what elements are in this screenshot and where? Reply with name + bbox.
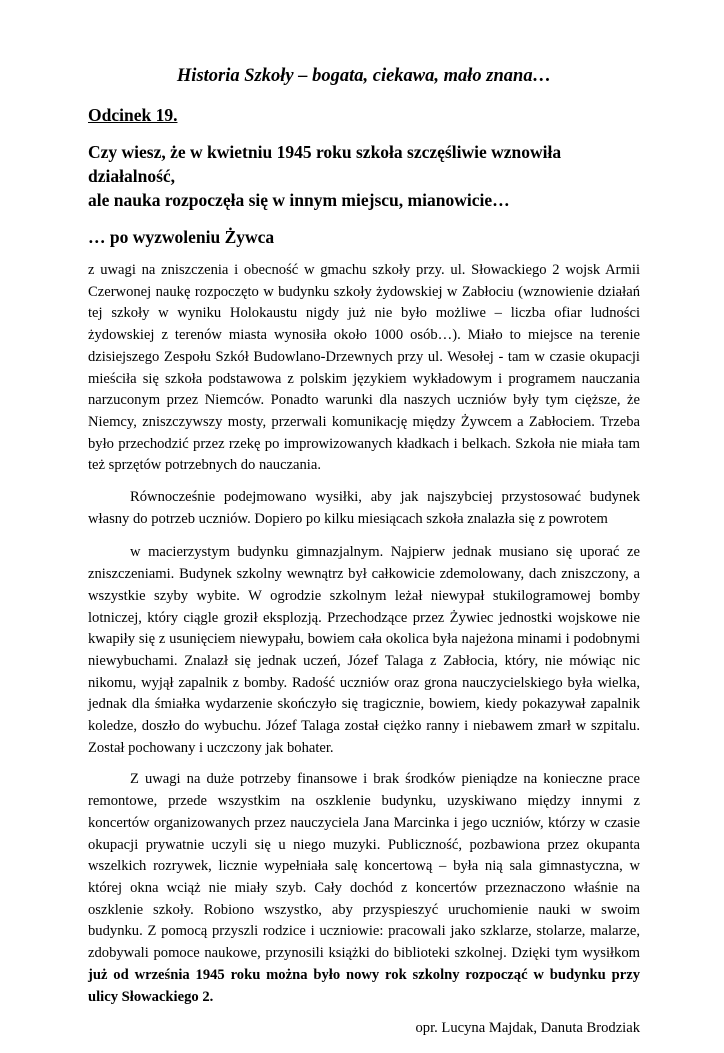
paragraph-1: z uwagi na zniszczenia i obecność w gmachu szkoły przy. ul. Słowackiego 2 wojsk Armii Czerwonej naukę rozpoczęto w budynku szkoły żydowskiej w Zabłociu (wznowienie działań tej szkoły w wyniku Holokaustu nigdy już nie było możliwe – liczba ofiar ludności żydowskiej z terenów miasta wynosiła około 1000 osób…). Miało to miejsce na terenie dzisiejszego Zespołu Szkół Budowlano-Drzewnych przy ul. Wesołej - tam w czasie okupacji mieściła się szkoła podstawowa z polskim językiem wykładowym i programem nauczania narzuconym przez Niemców. Ponadto warunki dla naszych uczniów były tym cięższe, że Niemcy, zniszczywszy mosty, przerwali komunikację między Żywcem a Zabłociem. Trzeba było przechodzić przez rzekę po improwizowanych kładkach i belkach. Szkoła nie miała tam też sprzętów potrzebnych do nauczania. [88,262,640,474]
paragraph-4-text: Z uwagi na duże potrzeby finansowe i brak środków pieniądze na konieczne prace remontowe, przede wszystkim na oszklenie budynku, uzyskiwano między innymi z koncertów organizowanych przez nauczyciela Jana Marcinka i jego uczniów, którzy w czasie okupacji prywatnie uczyli się u niego muzyki. Publiczność, pozbawiona przez okupanta wszelkich rozrywek, licznie wypełniała salę koncertową – była nią sala gimnastyczna, w której okna wciąż nie miały szyb. Cały dochód z koncertów przeznaczono właśnie na oszklenie szkoły. Robiono wszystko, aby przyspieszyć uruchomienie nauki w swoim budynku. Z pomocą przyszli rodzice i uczniowie: pracowali jako szklarze, stolarze, malarze, zdobywali pomoce naukowe, przynosili książki do biblioteki szkolnej. Dzięki tym wysiłkom [88,771,640,962]
question-line-1: Czy wiesz, że w kwietniu 1945 roku szkoła szczęśliwie wznowiła działalność, [88,142,562,186]
paragraph-4-bold: już od września 1945 roku można było nowy rok szkolny rozpocząć w budynku przy ulicy Słowackiego 2. [88,966,640,1005]
question-line-2: ale nauka rozpoczęła się w innym miejscu, mianowicie… [88,190,510,210]
document-page [88,64,640,1053]
paragraph-3: w macierzystym budynku gimnazjalnym. Najpierw jednak musiano się uporać ze zniszczeniami. Budynek szkolny wewnątrz był całkowicie zdemolowany, dach zniszczony, a wszystkie szyby wybite. W ogrodzie szkolnym leżał niewypał stukilogramowej bomby lotniczej, który ciągle groził eksplozją. Przechodzące przez Żywiec jednostki wojskowe nie kwapiły się z usunięciem niewypału, bowiem cała okolica była najeżona minami i podobnymi niewybuchami. Znalazł się jednak uczeń, Józef Talaga z Zabłocia, który, nie mówiąc nic nikomu, wyjął zapalnik z bomby. Radość uczniów oraz grona nauczycielskiego była wielka, jednak dla śmiałka wydarzenie skończyło się tragicznie, bowiem, kiedy pokazywał zapalnik koledze, doszło do wybuchu. Józef Talaga został ciężko ranny i niebawem zmarł w szpitalu. Został pochowany i uczczony jak bohater. [88,544,640,756]
question-heading [88,140,640,212]
episode-number: Odcinek 19. [88,105,178,125]
author-credit: opr. Lucyna Majdak, Danuta Brodziak [415,1020,640,1037]
paragraph-4 [88,769,640,1008]
paragraph-2: Równocześnie podejmowano wysiłki, aby jak najszybciej przystosować budynek własny do potrzeb uczniów. Dopiero po kilku miesiącach szkoła znalazła się z powrotem [88,489,640,527]
article-title: Historia Szkoły – bogata, ciekawa, mało znana… [176,66,552,86]
subheading: … po wyzwoleniu Żywca [88,227,275,247]
